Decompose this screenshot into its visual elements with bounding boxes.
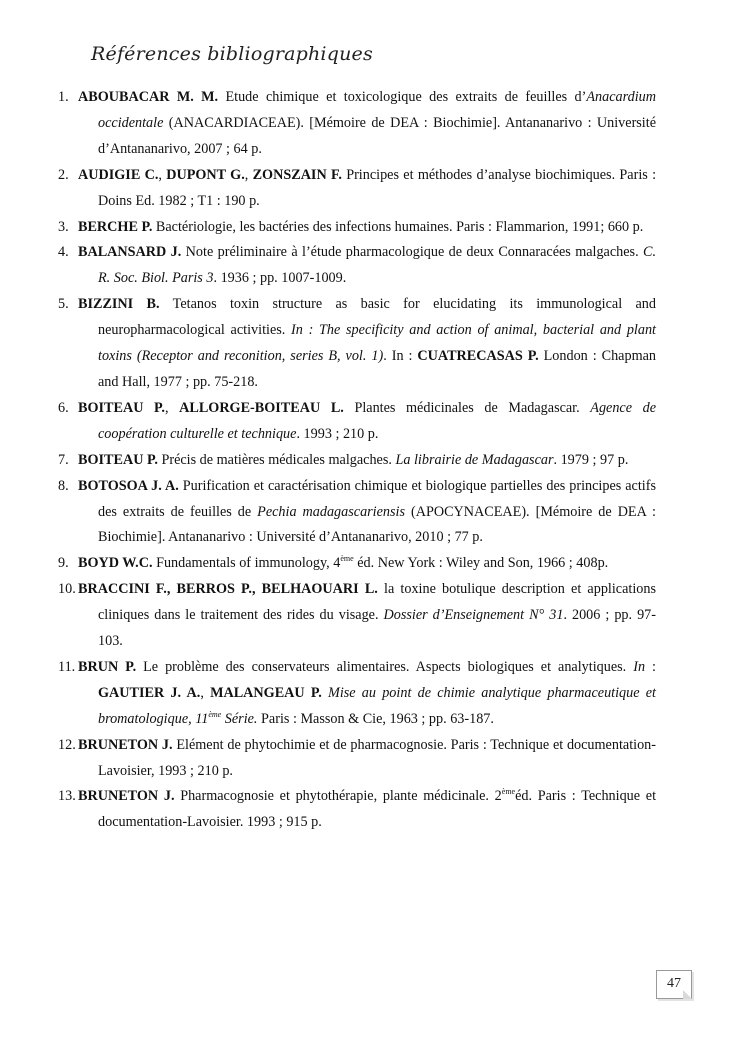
reference-text: Elément de phytochimie et de pharmacognosie. Paris : Technique et documentation-Lavoisier, 1993 ; 210 p. xyxy=(98,736,656,779)
author-name: MALANGEAU P. xyxy=(210,684,322,701)
italic-title: In xyxy=(633,658,646,675)
author-name: CUATRECASAS P. xyxy=(417,348,539,365)
author-name: ABOUBACAR M. M. xyxy=(78,89,219,105)
superscript: ème xyxy=(340,554,354,564)
reference-text: Le problème des conservateurs alimentaires. Aspects biologiques et analytiques. xyxy=(136,658,634,675)
reference-text: Etude chimique et toxicologique des extraits de feuilles d’ xyxy=(218,89,587,105)
page-number-box xyxy=(656,970,692,999)
author-name: ZONSZAIN F. xyxy=(252,166,342,183)
author-name: DUPONT G. xyxy=(166,166,245,183)
reference-item: 12.BRUNETON J. Elément de phytochimie et de pharmacognosie. Paris : Technique et documentation-Lavoisier, 1993 ; 210 p. xyxy=(58,736,656,779)
reference-text: . In : xyxy=(383,348,418,365)
reference-text: London : Chapman and Hall, 1977 ; pp. 75-218. xyxy=(98,348,656,390)
reference-item: 7.BOITEAU P. Précis de matières médicales malgaches. La librairie de Madagascar. 1979 ; 97 p. xyxy=(58,451,629,468)
reference-text: Fundamentals of immunology, 4 xyxy=(152,555,341,572)
author-name: BERCHE P. xyxy=(78,218,153,235)
reference-text: Précis de matières médicales malgaches. xyxy=(157,451,396,468)
reference-text: , xyxy=(164,399,180,416)
page-number: 47 xyxy=(667,976,681,991)
italic-title: Anacardium occidentale xyxy=(98,89,656,131)
italic-title: La librairie de Madagascar xyxy=(395,451,554,468)
reference-item: 5.BIZZINI B. Tetanos toxin structure as basic for elucidating its immunological and neuropharmacological activities. In : The specificity and action of animal, bacterial and plant toxins (Receptor and reconition, series B, vol. 1). In : CUATRECASAS P. London : Chapman and Hall, 1977 ; pp. 75-218. xyxy=(58,296,656,390)
reference-text: Plantes médicinales de Madagascar. xyxy=(343,399,591,416)
reference-item: 10.BRACCINI F., BERROS P., BELHAOUARI L. la toxine botulique description et applications cliniques dans le traitement des rides du visage. Dossier d’Enseignement N° 31. 2006 ; pp. 97-103. xyxy=(58,581,656,650)
reference-text: Tetanos toxin structure as basic for elucidating its immunological and neuropharmacological activities. xyxy=(98,296,656,339)
author-name: BIZZINI B. xyxy=(78,296,160,313)
section-heading: Références bibliographiques xyxy=(91,43,373,65)
reference-list xyxy=(58,85,657,836)
reference-text: (APOCYNACEAE). [Mémoire de DEA : Biochimie]. Antananarivo : Université d’Antananarivo, 2010 ; 77 p. xyxy=(98,503,656,546)
italic-title: Pechia madagascariensis xyxy=(257,503,405,520)
author-name: BRUNETON J. xyxy=(78,736,173,753)
reference-text: éd. Paris : Technique et documentation-Lavoisier. 1993 ; 915 p. xyxy=(98,788,657,831)
author-name: BOYD W.C. xyxy=(78,555,153,572)
reference-item: 9.BOYD W.C. Fundamentals of immunology, 4ème éd. New York : Wiley and Son, 1966 ; 408p. xyxy=(58,554,609,572)
reference-text: Paris : Masson & Cie, 1963 ; pp. 63-187. xyxy=(257,710,494,727)
reference-item: 8.BOTOSOA J. A. Purification et caractérisation chimique et biologique partielles des principes actifs des extraits de feuilles de Pechia madagascariensis (APOCYNACEAE). [Mémoire de DEA : Biochimie]. Antananarivo : Université d’Antananarivo, 2010 ; 77 p. xyxy=(58,477,656,546)
reference-text: . 1936 ; pp. 1007-1009. xyxy=(213,270,347,287)
italic-title: Mise au point de chimie analytique pharmaceutique et bromatologique, 11 xyxy=(98,684,657,727)
reference-item: 3.BERCHE P. Bactériologie, les bactéries des infections humaines. Paris : Flammarion, 1991; 660 p. xyxy=(58,218,644,235)
reference-text: Bactériologie, les bactéries des infections humaines. Paris : Flammarion, 1991; 660 p. xyxy=(152,218,644,235)
author-name: BOITEAU P. xyxy=(78,399,165,416)
reference-text: . 1993 ; 210 p. xyxy=(296,425,379,442)
reference-text: , xyxy=(244,166,253,183)
reference-item: 6.BOITEAU P., ALLORGE-BOITEAU L. Plantes médicinales de Madagascar. Agence de coopération culturelle et technique. 1993 ; 210 p. xyxy=(58,399,657,442)
reference-text: éd. New York : Wiley and Son, 1966 ; 408p. xyxy=(353,555,609,572)
superscript: ème xyxy=(501,787,516,797)
reference-text: (ANACARDIACEAE). [Mémoire de DEA : Biochimie]. Antananarivo : Université d’Antananarivo, 2007 ; 64 p. xyxy=(98,114,656,157)
reference-text: : xyxy=(645,658,656,675)
author-name: BOTOSOA J. A. xyxy=(78,477,179,494)
reference-item: 11.BRUN P. Le problème des conservateurs alimentaires. Aspects biologiques et analytiques. In : GAUTIER J. A., MALANGEAU P. Mise au point de chimie analytique pharmaceutique et bromatologique, 11ème Série. Paris : Masson & Cie, 1963 ; pp. 63-187. xyxy=(58,658,657,727)
author-name: GAUTIER J. A. xyxy=(98,684,201,701)
reference-item: 2.AUDIGIE C., DUPONT G., ZONSZAIN F. Principes et méthodes d’analyse biochimiques. Paris : Doins Ed. 1982 ; T1 : 190 p. xyxy=(58,166,657,209)
author-name: AUDIGIE C. xyxy=(78,166,159,183)
author-name: BRACCINI F., BERROS P., BELHAOUARI L. xyxy=(78,581,378,598)
author-name: BOITEAU P. xyxy=(78,451,158,468)
reference-item: 1.ABOUBACAR M. M. Etude chimique et toxicologique des extraits de feuilles d’Anacardium occidentale (ANACARDIACEAE). [Mémoire de DEA : Biochimie]. Antananarivo : Université d’Antananarivo, 2007 ; 64 p. xyxy=(58,89,656,157)
author-name: BALANSARD J. xyxy=(78,244,182,261)
italic-title: Série. xyxy=(221,710,258,727)
reference-text: , xyxy=(158,166,167,183)
reference-text: Note préliminaire à l’étude pharmacologique de deux Connaracées malgaches. xyxy=(181,244,643,261)
italic-title: In : The specificity and action of animal, bacterial and plant toxins (Receptor and reconition, series B, vol. 1) xyxy=(98,322,656,365)
reference-text: Purification et caractérisation chimique et biologique partielles des principes actifs des extraits de feuilles de xyxy=(98,477,656,520)
reference-text: Principes et méthodes d’analyse biochimiques. Paris : Doins Ed. 1982 ; T1 : 190 p. xyxy=(98,166,657,209)
reference-text: . 1979 ; 97 p. xyxy=(553,451,629,468)
author-name: BRUNETON J. xyxy=(78,788,175,805)
reference-item: 4.BALANSARD J. Note préliminaire à l’étude pharmacologique de deux Connaracées malgaches. C. R. Soc. Biol. Paris 3. 1936 ; pp. 1007-1009. xyxy=(58,244,656,287)
reference-text: . 2006 ; pp. 97-103. xyxy=(98,607,656,650)
reference-text: Pharmacognosie et phytothérapie, plante médicinale. 2 xyxy=(174,788,502,805)
superscript: ème xyxy=(208,709,222,719)
reference-text: la toxine botulique description et applications cliniques dans le traitement des rides du visage. xyxy=(98,581,656,624)
reference-text: , xyxy=(200,684,211,701)
author-name: BRUN P. xyxy=(78,658,137,675)
reference-item: 13.BRUNETON J. Pharmacognosie et phytothérapie, plante médicinale. 2èmeéd. Paris : Technique et documentation-Lavoisier. 1993 ; 915 p. xyxy=(58,787,657,831)
italic-title: Agence de coopération culturelle et technique xyxy=(98,399,657,442)
italic-title: Dossier d’Enseignement N° 31 xyxy=(383,607,564,624)
italic-title: C. R. Soc. Biol. Paris 3 xyxy=(98,244,656,287)
author-name: ALLORGE-BOITEAU L. xyxy=(179,399,344,416)
